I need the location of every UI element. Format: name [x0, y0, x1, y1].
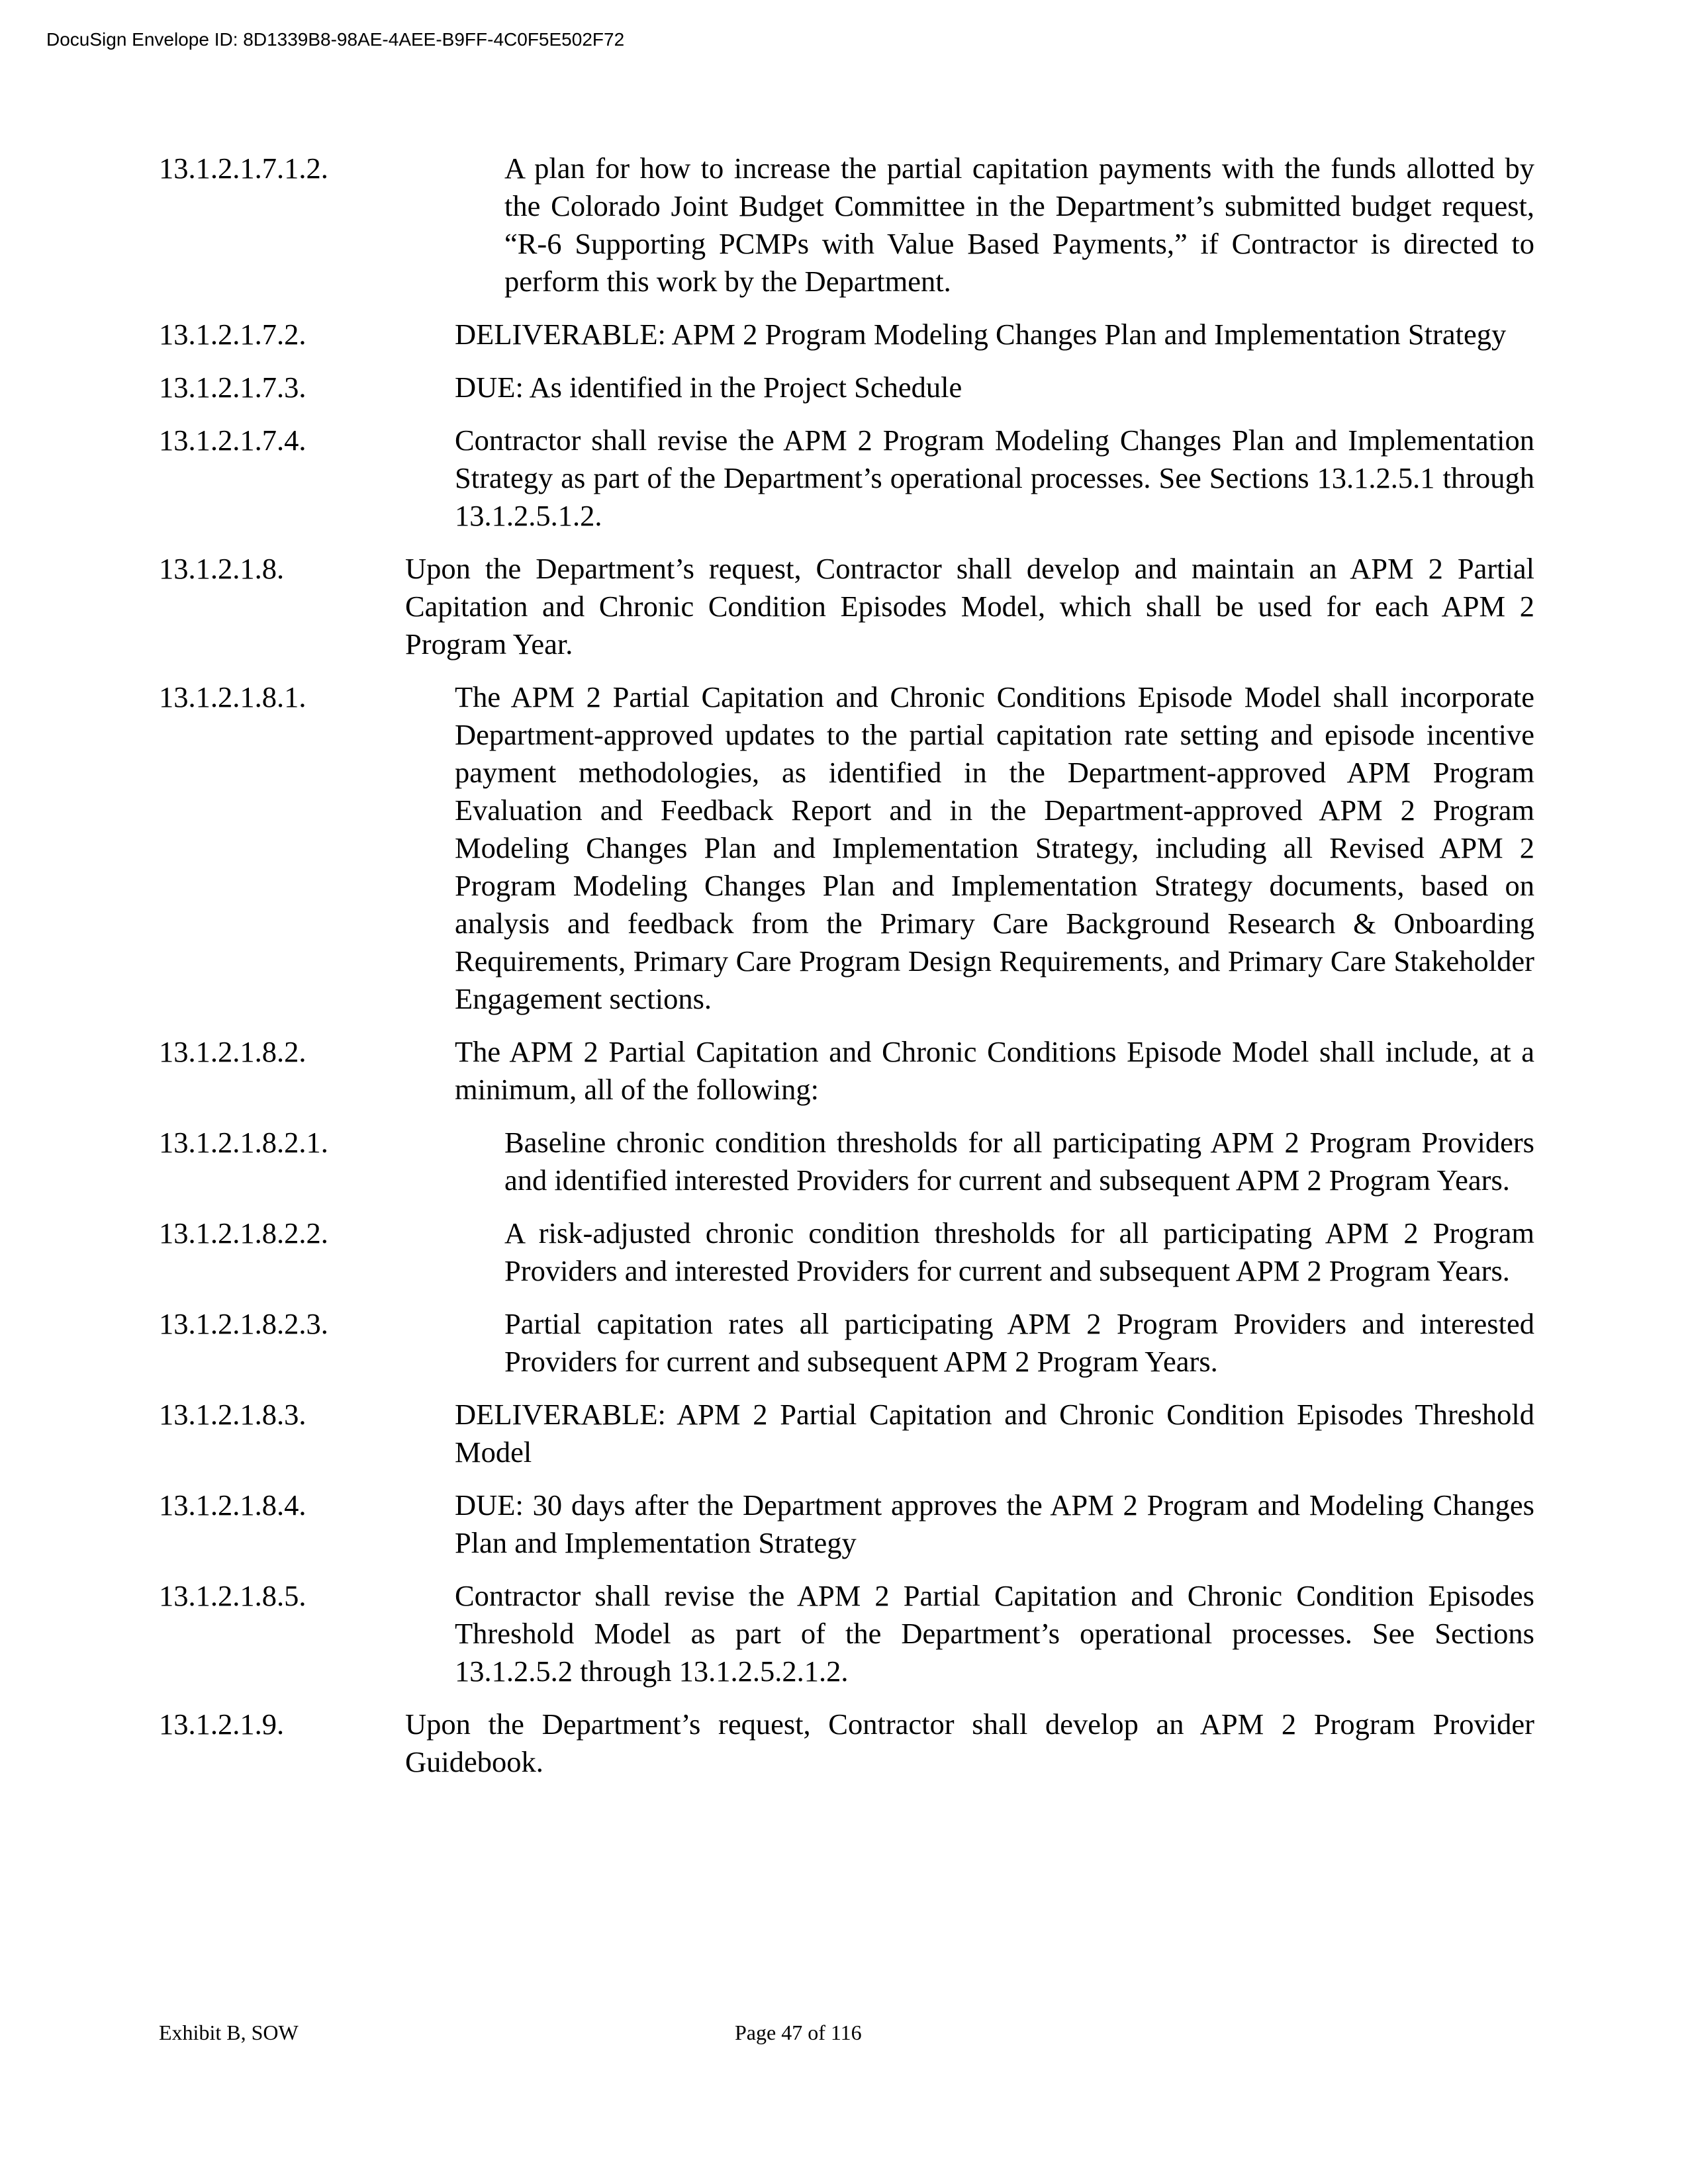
section-number: 13.1.2.1.8.2.1.	[159, 1126, 328, 1159]
section-number: 13.1.2.1.8.2.3.	[159, 1307, 328, 1340]
section-item	[0, 422, 1688, 535]
footer-exhibit-label: Exhibit B, SOW	[159, 2021, 299, 2044]
section-item	[0, 1305, 1688, 1381]
section-item	[0, 1214, 1688, 1290]
section-text: Upon the Department’s request, Contractor shall develop an APM 2 Program Provider Guidebook.	[405, 1707, 1534, 1778]
footer-page-number: Page 47 of 116	[735, 2021, 862, 2044]
section-item	[0, 1033, 1688, 1109]
section-item	[0, 150, 1688, 300]
section-text: The APM 2 Partial Capitation and Chronic Conditions Episode Model shall incorporate Department-approved updates to the partial capitation rate setting and episode incentive payment methodologies, as identified in the Department-approved APM Program Evaluation and Feedback Report and in the Department-approved APM 2 Program Modeling Changes Plan and Implementation Strategy, including all Revised APM 2 Program Modeling Changes Plan and Implementation Strategy documents, based on analysis and feedback from the Primary Care Background Research & Onboarding Requirements, Primary Care Program Design Requirements, and Primary Care Stakeholder Engagement sections.	[455, 680, 1534, 1015]
document-body	[0, 150, 1688, 1796]
section-item	[0, 1486, 1688, 1562]
section-number: 13.1.2.1.9.	[159, 1707, 285, 1741]
section-number: 13.1.2.1.8.1.	[159, 680, 306, 713]
section-item	[0, 1706, 1688, 1781]
section-text: Contractor shall revise the APM 2 Partial Capitation and Chronic Condition Episodes Threshold Model as part of the Department’s operational processes. See Sections 13.1.2.5.2 through 13.1.2.5.2.1.2.	[455, 1579, 1534, 1688]
section-text: Partial capitation rates all participating APM 2 Program Providers and interested Providers for current and subsequent APM 2 Program Years.	[504, 1307, 1534, 1378]
section-text: A plan for how to increase the partial capitation payments with the funds allotted by the Colorado Joint Budget Committee in the Department’s submitted budget request, “R-6 Supporting PCMPs with Value Based Payments,” if Contractor is directed to perform this work by the Department.	[504, 152, 1534, 298]
section-item	[0, 316, 1688, 353]
section-text: DUE: As identified in the Project Schedule	[455, 371, 962, 404]
section-item	[0, 1396, 1688, 1471]
section-item	[0, 1577, 1688, 1690]
section-item	[0, 678, 1688, 1018]
section-text: DELIVERABLE: APM 2 Partial Capitation and Chronic Condition Episodes Threshold Model	[455, 1398, 1534, 1469]
section-text: DELIVERABLE: APM 2 Program Modeling Changes Plan and Implementation Strategy	[455, 318, 1507, 351]
section-number: 13.1.2.1.7.2.	[159, 318, 306, 351]
section-text: Baseline chronic condition thresholds for all participating APM 2 Program Providers and identified interested Providers for current and subsequent APM 2 Program Years.	[504, 1126, 1534, 1197]
section-number: 13.1.2.1.7.3.	[159, 371, 306, 404]
section-number: 13.1.2.1.8.3.	[159, 1398, 306, 1431]
section-number: 13.1.2.1.8.5.	[159, 1579, 306, 1612]
section-text: Upon the Department’s request, Contractor shall develop and maintain an APM 2 Partial Capitation and Chronic Condition Episodes Model, which shall be used for each APM 2 Program Year.	[405, 552, 1534, 660]
section-number: 13.1.2.1.8.	[159, 552, 285, 585]
section-text: A risk-adjusted chronic condition thresholds for all participating APM 2 Program Providers and interested Providers for current and subsequent APM 2 Program Years.	[504, 1216, 1534, 1287]
section-item	[0, 369, 1688, 406]
section-item	[0, 1124, 1688, 1199]
section-number: 13.1.2.1.8.2.	[159, 1035, 306, 1068]
envelope-id: DocuSign Envelope ID: 8D1339B8-98AE-4AEE-B9FF-4C0F5E502F72	[46, 29, 625, 50]
section-number: 13.1.2.1.8.4.	[159, 1488, 306, 1522]
section-text: DUE: 30 days after the Department approves the APM 2 Program and Modeling Changes Plan and Implementation Strategy	[455, 1488, 1534, 1559]
section-number: 13.1.2.1.7.4.	[159, 424, 306, 457]
section-number: 13.1.2.1.8.2.2.	[159, 1216, 328, 1250]
section-number: 13.1.2.1.7.1.2.	[159, 152, 328, 185]
section-text: The APM 2 Partial Capitation and Chronic Conditions Episode Model shall include, at a minimum, all of the following:	[455, 1035, 1534, 1106]
section-item	[0, 550, 1688, 663]
section-text: Contractor shall revise the APM 2 Program Modeling Changes Plan and Implementation Strategy as part of the Department’s operational processes. See Sections 13.1.2.5.1 through 13.1.2.5.1.2.	[455, 424, 1534, 532]
